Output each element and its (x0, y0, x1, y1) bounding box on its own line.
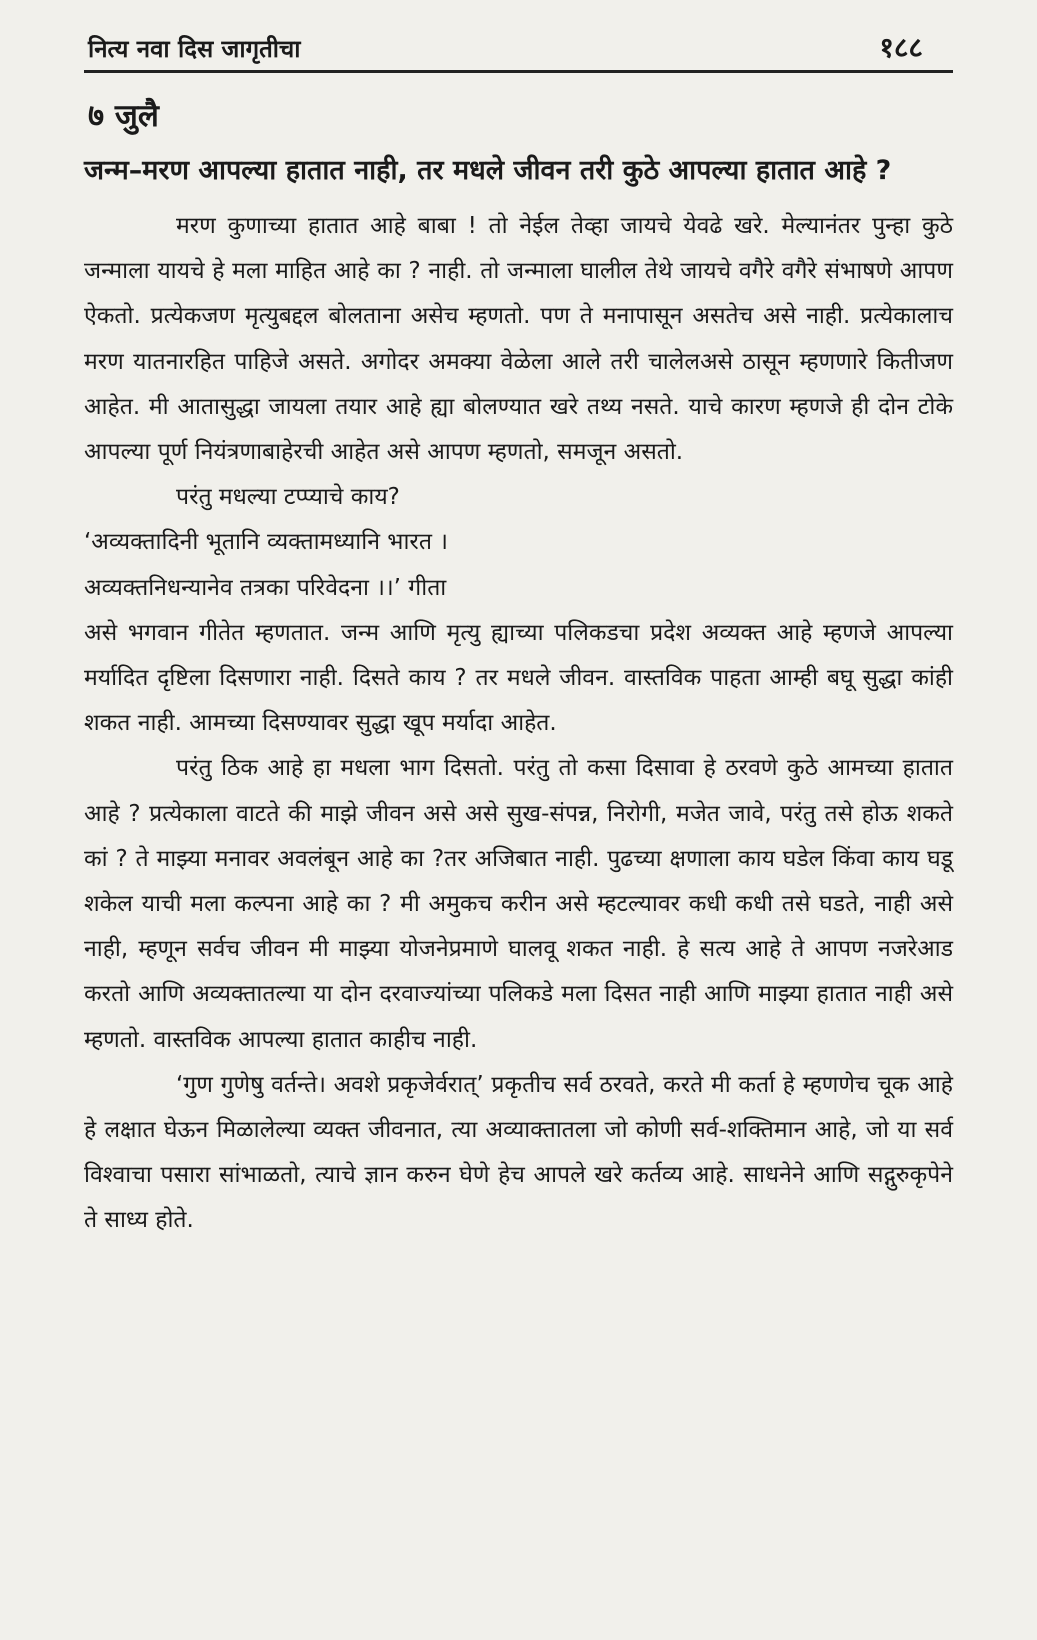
date-heading: ७ जुलै (88, 98, 159, 134)
page-header (84, 26, 953, 73)
page-content (84, 88, 953, 1244)
paragraph-4: परंतु ठिक आहे हा मधला भाग दिसतो. परंतु तो कसा दिसावा हे ठरवणे कुठे आमच्या हातात आहे ? प्रत्येकाला वाटते की माझे जीवन असे असे सुख-संपन्न, निरोगी, मजेत जावे, परंतु तसे होऊ शकते कां ? ते माझ्या मनावर अवलंबून आहे का ?तर अजिबात नाही. पुढच्या क्षणाला काय घडेल किंवा काय घडू शकेल याची मला कल्पना आहे का ? मी अमुकच करीन असे म्हटल्यावर कधी कधी तसे घडते, नाही असे नाही, म्हणून सर्वच जीवन मी माझ्या योजनेप्रमाणे घालवू शकत नाही. हे सत्य आहे ते आपण नजरेआड करतो आणि अव्यक्तातल्या या दोन दरवाज्यांच्या पलिकडे मला दिसत नाही आणि माझ्या हातात नाही असे म्हणतो. वास्तविक आपल्या हातात काहीच नाही. (84, 755, 953, 1053)
paragraph-3: असे भगवान गीतेत म्हणतात. जन्म आणि मृत्यु ह्याच्या पलिकडचा प्रदेश अव्यक्त आहे म्हणजे आपल्या मर्यादित दृष्टिला दिसणारा नाही. दिसते काय ? तर मधले जीवन. वास्तविक पाहता आम्ही बघू सुद्धा कांही शकत नाही. आमच्या दिसण्यावर सुद्धा खूप मर्यादा आहेत. (84, 619, 953, 737)
verse-line-1: ‘अव्यक्तादिनी भूतानि व्यक्तामध्यानि भारत । (84, 529, 448, 556)
verse-line-2: अव्यक्तनिधन्यानेव तत्रका परिवेदना ।।’ गीता (84, 574, 447, 601)
paragraph-2: परंतु मधल्या टप्प्याचे काय? (176, 484, 400, 511)
running-title: नित्य नवा दिस जागृतीचा (88, 35, 301, 63)
paragraph-5: ‘गुण गुणेषु वर्तन्ते। अवशे प्रकृजेर्वरात्’ प्रकृतीच सर्व ठरवते, करते मी कर्ता हे म्हणणेच चूक आहे हे लक्षात घेऊन मिळालेल्या व्यक्त जीवनात, त्या अव्याक्तातला जो कोणी सर्व-शक्तिमान आहे, जो या सर्व विश्वाचा पसारा सांभाळतो, त्याचे ज्ञान करुन घेणे हेच आपले खरे कर्तव्य आहे. साधनेने आणि सद्गुरुकृपेने ते साध्य होते. (84, 1071, 953, 1234)
paragraph-1: मरण कुणाच्या हातात आहे बाबा ! तो नेईल तेव्हा जायचे येवढे खरे. मेल्यानंतर पुन्हा कुठे जन्माला यायचे हे मला माहित आहे का ? नाही. तो जन्माला घालील तेथे जायचे वगैरे वगैरे संभाषणे आपण ऐकतो. प्रत्येकजण मृत्युबद्दल बोलताना असेच म्हणतो. पण ते मनापासून असतेच असे नाही. प्रत्येकालाच मरण यातनारहित पाहिजे असते. अगोदर अमक्या वेळेला आले तरी चालेलअसे ठासून म्हणणारे कितीजण आहेत. मी आतासुद्धा जायला तयार आहे ह्या बोलण्यात खरे तथ्य नसते. याचे कारण म्हणजे ही दोन टोके आपल्या पूर्ण नियंत्रणाबाहेरची आहेत असे आपण म्हणतो, समजून असतो. (84, 213, 953, 466)
chapter-title: जन्म–मरण आपल्या हातात नाही, तर मधले जीवन तरी कुठे आपल्या हातात आहे ? (84, 155, 892, 186)
page-number: १८८ (879, 31, 923, 64)
